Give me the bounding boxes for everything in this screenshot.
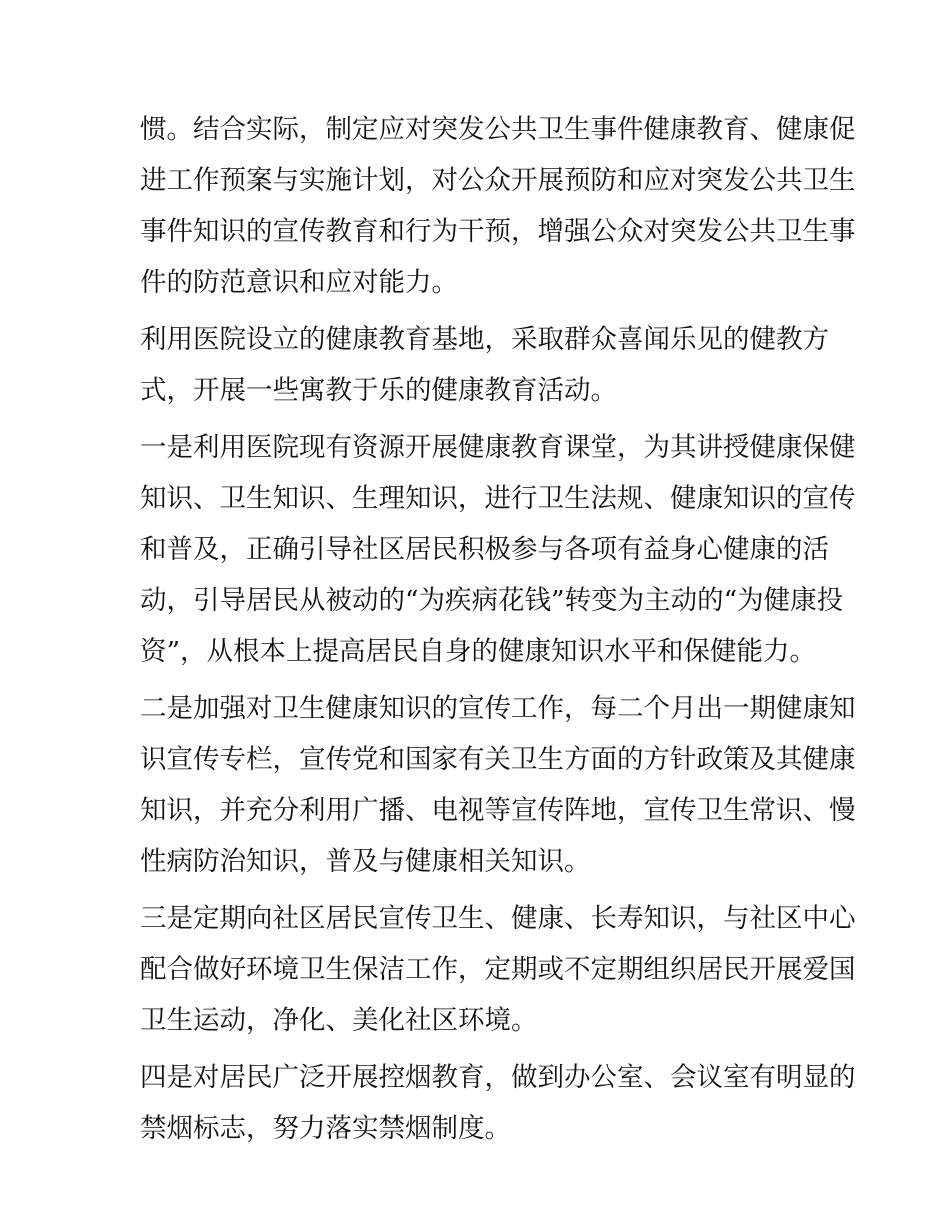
- document-body: [140, 104, 856, 1160]
- paragraph-health-emergency: [140, 104, 856, 308]
- text-line: 知识，并充分利用广播、电视等宣传阵地，宣传卫生常识、慢: [140, 795, 856, 826]
- text-line: 三是定期向社区居民宣传卫生、健康、长寿知识，与社区中心: [140, 903, 856, 934]
- text-line: 性病防治知识，普及与健康相关知识。: [140, 846, 591, 877]
- paragraph-item-four: [140, 1052, 856, 1154]
- text-line: 资”，从根本上提高居民自身的健康知识水平和保健能力。: [140, 636, 817, 667]
- paragraph-item-two: [140, 683, 856, 887]
- text-line: 利用医院设立的健康教育基地，采取群众喜闻乐见的健教方: [140, 324, 829, 355]
- text-line: 进工作预案与实施计划，对公众开展预防和应对突发公共卫生: [140, 165, 856, 196]
- text-line: 四是对居民广泛开展控烟教育，做到办公室、会议室有明显的: [140, 1062, 856, 1093]
- text-line: 知识、卫生知识、生理知识，进行卫生法规、健康知识的宣传: [140, 483, 856, 514]
- text-line: 识宣传专栏，宣传党和国家有关卫生方面的方针政策及其健康: [140, 744, 856, 775]
- text-line: 件的防范意识和应对能力。: [140, 267, 458, 298]
- text-line: 二是加强对卫生健康知识的宣传工作，每二个月出一期健康知: [140, 693, 856, 724]
- text-line: 卫生运动，净化、美化社区环境。: [140, 1005, 538, 1036]
- text-line: 配合做好环境卫生保洁工作，定期或不定期组织居民开展爱国: [140, 954, 856, 985]
- text-line: 禁烟标志，努力落实禁烟制度。: [140, 1113, 511, 1144]
- text-line: 和普及，正确引导社区居民积极参与各项有益身心健康的活: [140, 534, 829, 565]
- text-line: 动，引导居民从被动的“为疾病花钱”转变为主动的“为健康投: [140, 585, 844, 616]
- paragraph-education-base: [140, 314, 829, 416]
- text-line: 一是利用医院现有资源开展健康教育课堂，为其讲授健康保健: [140, 432, 856, 463]
- text-line: 惯。结合实际，制定应对突发公共卫生事件健康教育、健康促: [140, 114, 856, 145]
- text-line: 事件知识的宣传教育和行为干预，增强公众对突发公共卫生事: [140, 216, 856, 247]
- paragraph-item-three: [140, 893, 856, 1046]
- text-line: 式，开展一些寓教于乐的健康教育活动。: [140, 375, 617, 406]
- paragraph-item-one: [140, 422, 856, 677]
